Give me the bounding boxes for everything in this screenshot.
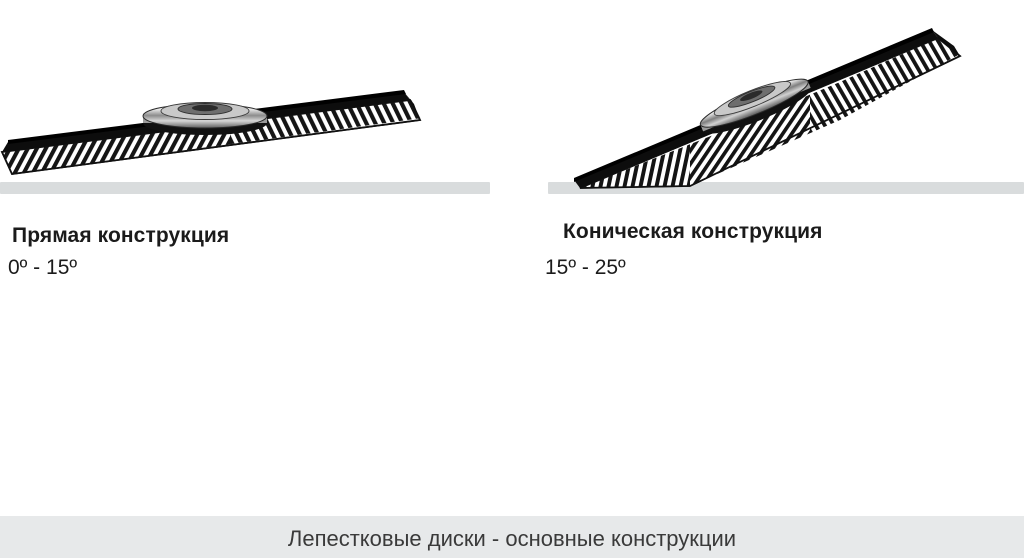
figure-straight-angle-range: 0º - 15º xyxy=(8,256,78,279)
straight-flap-disc-illustration xyxy=(0,78,500,208)
footer-caption: Лепестковые диски - основные конструкции xyxy=(287,526,737,551)
figure-conical-construction xyxy=(540,10,1024,210)
hub-left xyxy=(143,103,267,136)
figure-conical-title: Коническая конструкция xyxy=(563,220,823,243)
conical-flap-disc-illustration xyxy=(540,10,1024,210)
figure-straight-title: Прямая конструкция xyxy=(12,224,230,247)
figure-straight-construction xyxy=(0,78,500,208)
figure-conical-angle-range: 15º - 25º xyxy=(545,256,626,279)
